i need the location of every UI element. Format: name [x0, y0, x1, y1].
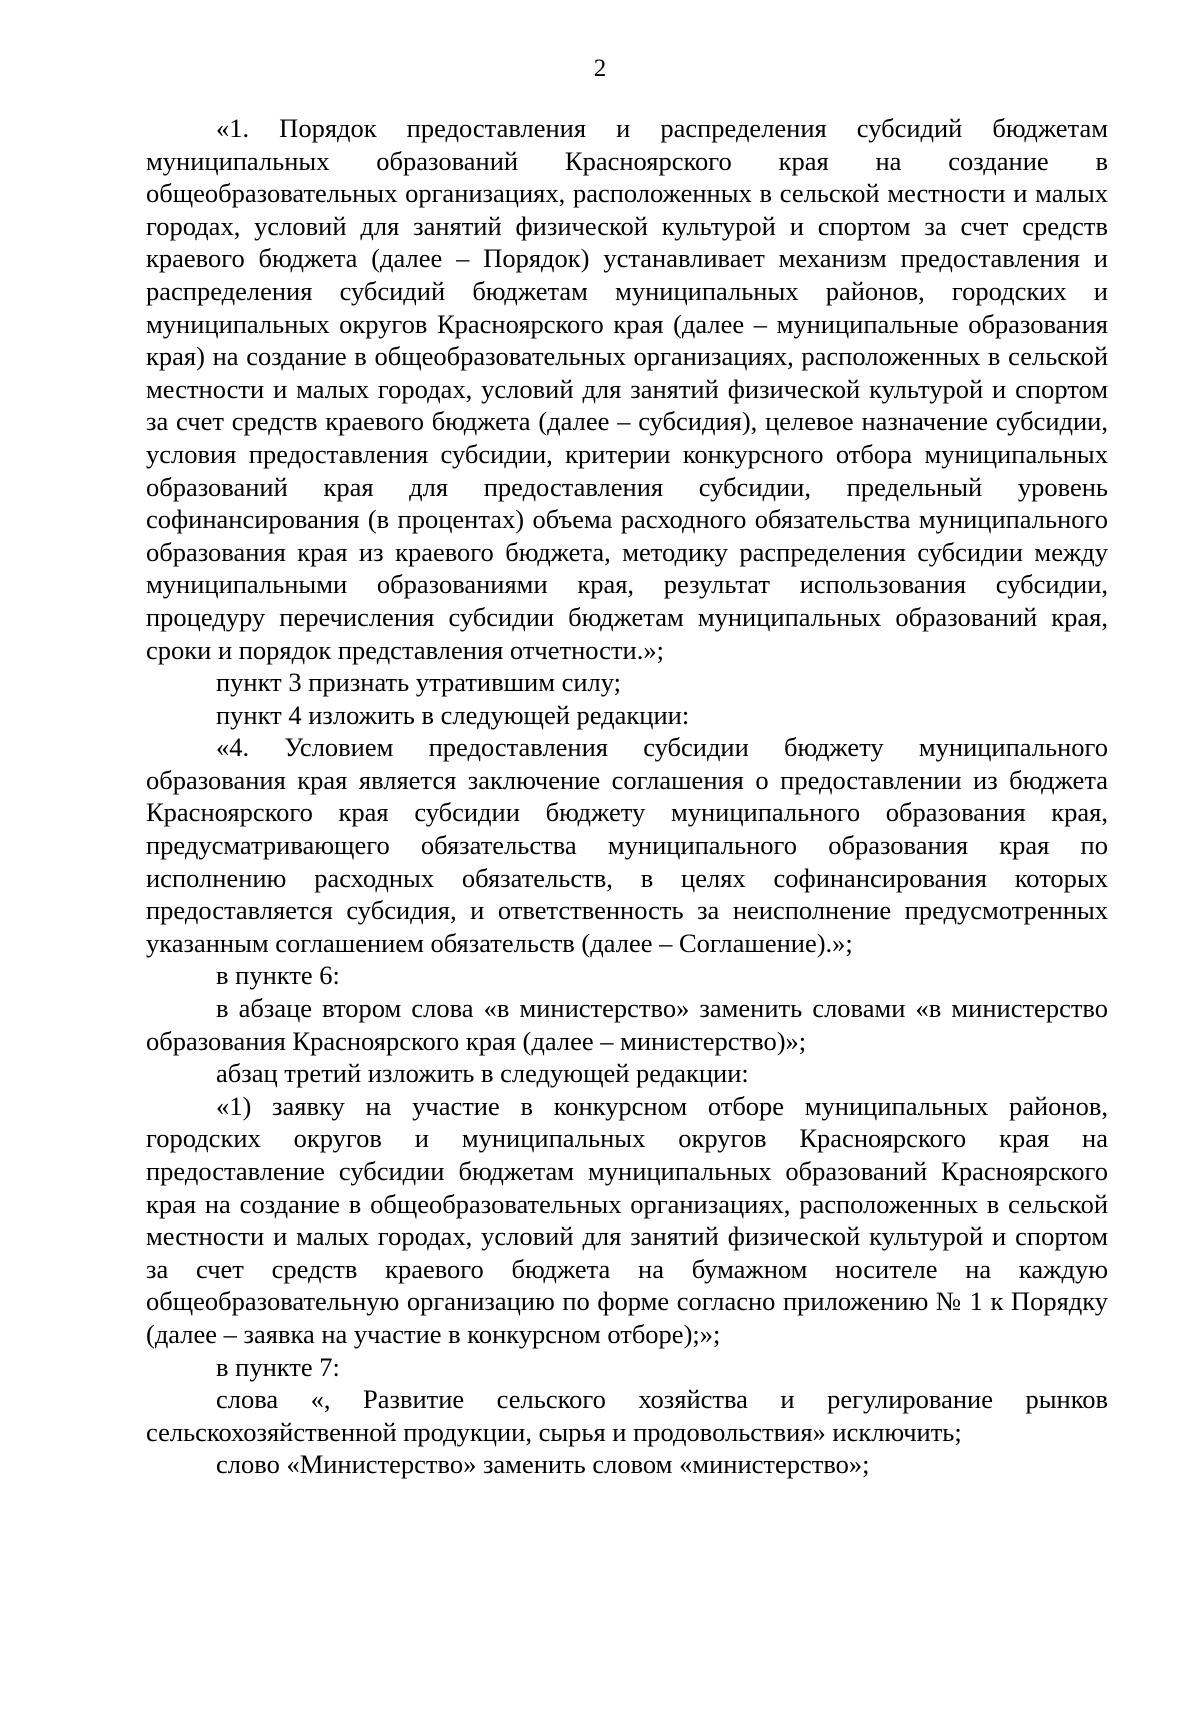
paragraph-point-3: пункт 3 признать утратившим силу;: [216, 667, 622, 698]
page-number: 2: [593, 55, 607, 82]
paragraph-point-7-words: слова «, Развитие сельского хозяйства и регулирование рынков сельскохозяйственной продукции, сырья и продовольствия» исключить;: [146, 1384, 1108, 1447]
paragraph-1-procedure: «1. Порядок предоставления и распределения субсидий бюджетам муниципальных образований Красноярского края на создание в общеобразовательных организациях, расположенных в сельской местности и малых городах, условий для занятий физической культурой и спортом за счет средств краевого бюджета (далее – Порядок) устанавливает механизм предоставления и распределения субсидий бюджетам муниципальных районов, городских и муниципальных округов Красноярского края (далее – муниципальные образования края) на создание в общеобразовательных организациях, расположенных в сельской местности и малых городах, условий для занятий физической культурой и спортом за счет средств краевого бюджета (далее – субсидия), целевое назначение субсидии, условия предоставления субсидии, критерии конкурсного отбора муниципальных образований края для предоставления субсидии, предельный уровень софинансирования (в процентах) объема расходного обязательства муниципального образования края из краевого бюджета, методику распределения субсидии между муниципальными образованиями края, результат использования субсидии, процедуру перечисления субсидии бюджетам муниципальных образований края, сроки и порядок представления отчетности.»;: [146, 113, 1108, 665]
paragraph-third-abzac-intro: абзац третий изложить в следующей редакции:: [216, 1058, 749, 1089]
paragraph-4-condition: «4. Условием предоставления субсидии бюджету муниципального образования края является заключение соглашения о предоставлении из бюджета Красноярского края субсидии бюджету муниципального образования края, предусматривающего обязательства муниципального образования края по исполнению расходных обязательств, в целях софинансирования которых предоставляется субсидия, и ответственность за неисполнение предусмотренных указанным соглашением обязательств (далее – Соглашение).»;: [146, 732, 1108, 958]
paragraph-point-7-intro: в пункте 7:: [216, 1351, 340, 1382]
paragraph-point-6-second-abzac: в абзаце втором слова «в министерство» заменить словами «в министерство образования Красноярского края (далее – министерство)»;: [146, 993, 1108, 1056]
document-body: [146, 112, 1108, 1481]
paragraph-application: «1) заявку на участие в конкурсном отборе муниципальных районов, городских округов и муниципальных округов Красноярского края на предоставление субсидии бюджетам муниципальных образований Красноярского края на создание в общеобразовательных организациях, расположенных в сельской местности и малых городах, условий для занятий физической культурой и спортом за счет средств краевого бюджета на бумажном носителе на каждую общеобразовательную организацию по форме согласно приложению № 1 к Порядку (далее – заявка на участие в конкурсном отборе);»;: [146, 1090, 1108, 1349]
paragraph-point-7-ministry: слово «Министерство» заменить словом «министерство»;: [216, 1449, 870, 1480]
paragraph-point-4-intro: пункт 4 изложить в следующей редакции:: [216, 699, 690, 730]
paragraph-point-6-intro: в пункте 6:: [216, 960, 340, 991]
